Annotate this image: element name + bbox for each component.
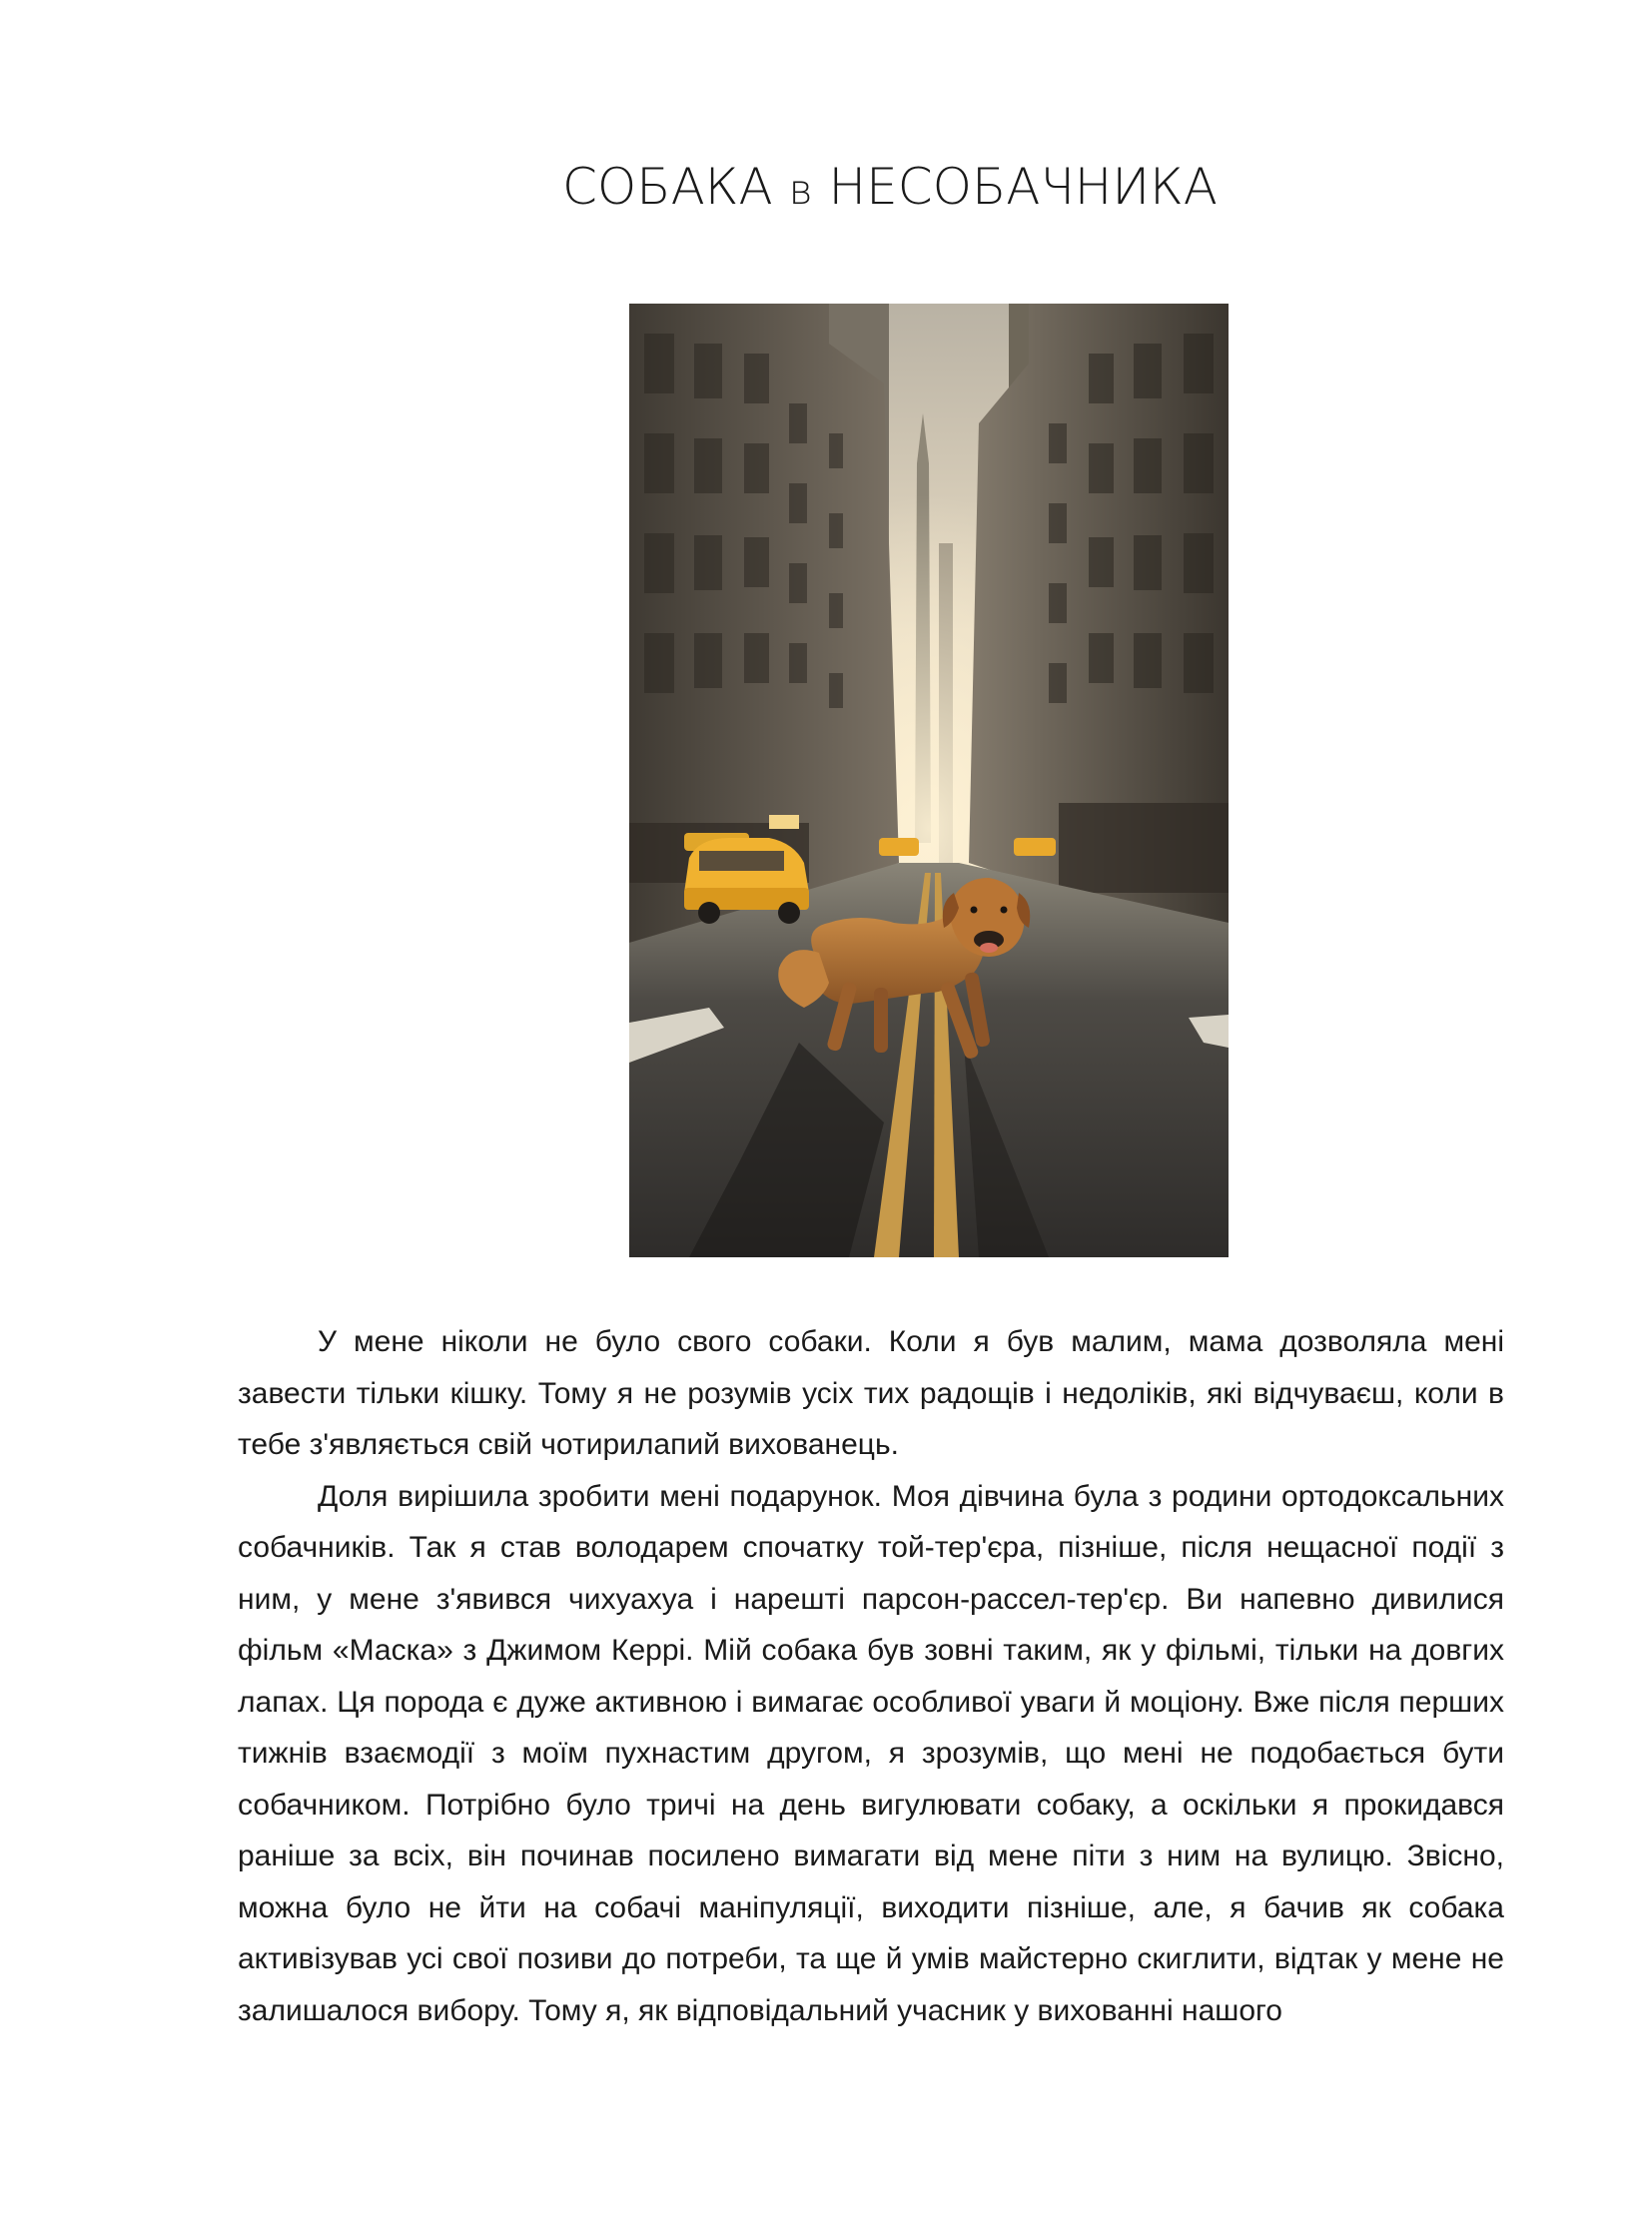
paragraph-1: У мене ніколи не було свого собаки. Коли я був малим, мама дозволяла мені завести тільки кішку. Тому я не розумів усіх тих радощів і недоліків, які відчуваєш, коли в тебе з'являється свій чотирилапий вихованець. bbox=[238, 1325, 1504, 1461]
illustration-photo bbox=[629, 304, 1229, 1257]
paragraph-2: Доля вирішила зробити мені подарунок. Моя дівчина була з родини ортодоксальних собачників. Так я став володарем спочатку той-тер'єра, пізніше, після нещасної події з ним, у мене з'явився чихуахуа і нарешті парсон-рассел-тер'єр. Ви напевно дивилися фільм «Маска» з Джимом Керрі. Мій собака був зовні таким, як у фільмі, тільки на довгих лапах. Ця порода є дуже активною і вимагає особливої уваги й моціону. Вже після перших тижнів взаємодії з моїм пухнастим другом, я зрозумів, що мені не подобається бути собачником. Потрібно було тричі на день вигулювати собаку, а оскільки я прокидався раніше за всіх, він починав посилено вимагати від мене піти з ним на вулицю. Звісно, можна було не йти на собачі маніпуляції, виходити пізніше, але, я бачив як собака активізував усі свої позиви до потреби, та ще й умів майстерно скиглити, відтак у мене не залишалося вибору. Тому я, як відповідальний учасник у вихованні нашого bbox=[238, 1479, 1504, 2027]
title-part-1: СОБАКА bbox=[562, 158, 789, 216]
title-part-3: НЕСОБАЧНИКА bbox=[812, 158, 1218, 216]
article-body bbox=[238, 1316, 1504, 2036]
page-title bbox=[0, 158, 1652, 216]
photo-dog-city-street-icon bbox=[629, 304, 1229, 1257]
title-part-2: в bbox=[788, 166, 813, 214]
